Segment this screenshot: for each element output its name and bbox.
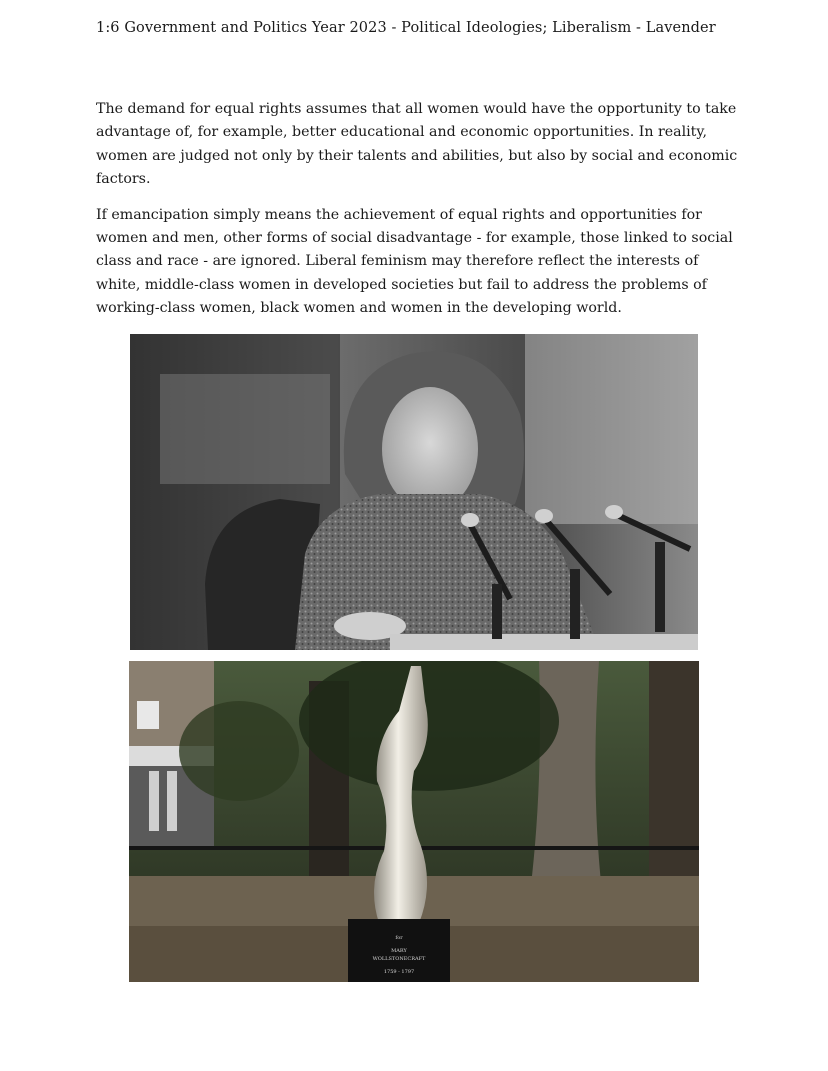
paragraph: The demand for equal rights assumes that all women would have the opportunity to take advantage of, for example, better educational and economic opportunities. In reality, women are judged not only by their talents and abilities, but also by social and economic factors. <box>96 101 738 187</box>
plinth-text: MARY <box>391 948 407 954</box>
plinth-text: WOLLSTONECRAFT <box>372 956 426 962</box>
page-header: 1:6 Government and Politics Year 2023 - Political Ideologies; Liberalism - Lavender <box>96 20 716 36</box>
press-conference-photo <box>130 334 698 650</box>
paragraph: If emancipation simply means the achievement of equal rights and opportunities for women and men, other forms of social disadvantage - for example, those linked to social class and race - are ignored. Liberal feminism may therefore reflect the interests of white, middle-class women in developed societies but fail to address the problems of working-class women, black women and women in the developing world. <box>96 206 733 316</box>
body-text <box>96 98 746 333</box>
statue-photo <box>129 661 699 982</box>
plinth-text: 1759 - 1797 <box>383 969 415 975</box>
plinth-text: for <box>395 935 403 941</box>
